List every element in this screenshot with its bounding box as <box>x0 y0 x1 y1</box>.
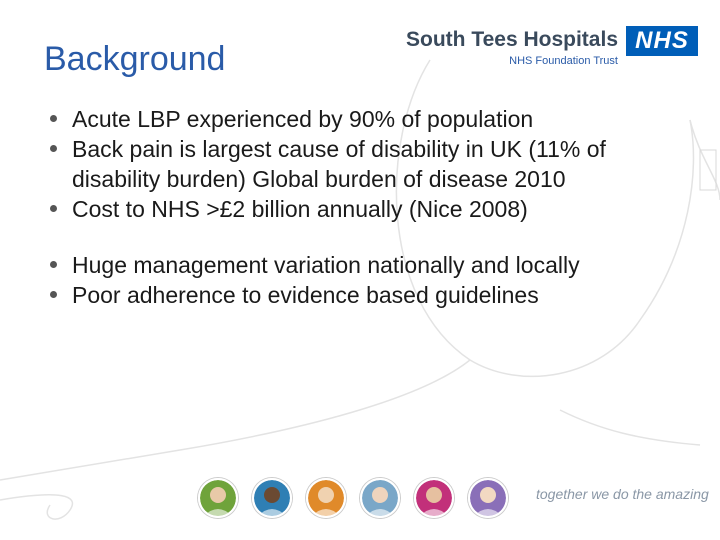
person-avatar-icon <box>360 478 400 518</box>
person-avatar-icon <box>252 478 292 518</box>
bullet-text: Poor adherence to evidence based guidelines <box>72 282 539 308</box>
bullet-list <box>50 104 650 310</box>
bullet-dot-icon <box>50 291 57 298</box>
trust-logo <box>408 24 698 68</box>
logo-name: South Tees Hospitals <box>406 28 618 51</box>
bullet-dot-icon <box>50 145 57 152</box>
bullet-item <box>50 134 650 194</box>
slide-title: Background <box>44 40 226 78</box>
bullet-text: Huge management variation nationally and locally <box>72 252 580 278</box>
person-avatar-icon <box>414 478 454 518</box>
bullet-item <box>50 280 650 310</box>
bullet-text: Cost to NHS >£2 billion annually (Nice 2008) <box>72 196 528 222</box>
bullet-text: Back pain is largest cause of disability in UK (11% of disability burden) Global burden of disease 2010 <box>72 136 606 192</box>
tagline: together we do the amazing <box>536 486 709 502</box>
bullet-dot-icon <box>50 261 57 268</box>
nhs-badge: NHS <box>626 26 698 56</box>
person-avatar-icon <box>198 478 238 518</box>
logo-trust: NHS Foundation Trust <box>509 55 618 67</box>
staff-faces-strip <box>198 478 528 518</box>
person-avatar-icon <box>306 478 346 518</box>
bullet-item <box>50 194 650 224</box>
bullet-dot-icon <box>50 115 57 122</box>
bullet-dot-icon <box>50 205 57 212</box>
bullet-item <box>50 250 650 280</box>
person-avatar-icon <box>468 478 508 518</box>
bullet-text: Acute LBP experienced by 90% of population <box>72 106 534 132</box>
bullet-item <box>50 104 650 134</box>
